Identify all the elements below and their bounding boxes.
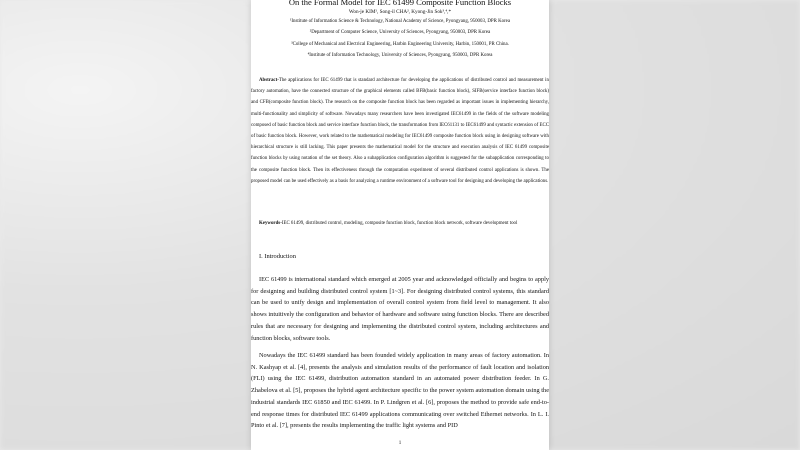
document-page — [251, 0, 549, 450]
intro-paragraph-2 — [251, 350, 549, 432]
page-number: 1 — [398, 441, 402, 446]
abstract-label: Abstract- — [259, 78, 279, 83]
abstract-text: The applications for IEC 61499 that is standard architecture for developing the applications of distributed control and measurement in factory automation, have the connected structure of the graphical elements called BFB(basic function block), SIFB(service interface function block) and CFB(composite function block). The research on the composite function block has been regarded as important issues in implementing hierarchy, multi-functionality and simplicity of software. Nowadays many researchers have been investigated IEC61499 in the fields of the software modeling composed of basic function block and service interface function block, the transformation from IEC61131 to IEC61499 and syntactic extension of ECC of basic function block. However, work related to the mathematical modeling for IEC61499 composite function block using in designing software with hierarchical structure is still lacking. This paper presents the mathematical model for the structure and execution analysis of IEC 61499 composite function blocks by using notation of the set theory. Also a subapplication configuration algorithm is suggested for the subapplication corresponding to the composite function block. Then its effectiveness through the computation experiment of several distributed control applications is shown. The proposed model can be used effectively as a basis for analyzing a runtime environment of a software tool for designing and developing the applications. — [251, 78, 549, 184]
affiliation-2: ²Department of Computer Science, University of Sciences, Pyongyang, 950003, DPR Korea — [309, 30, 491, 35]
keywords-block — [251, 218, 549, 229]
keywords-text: IEC 61499, distributed control, modeling, composite function block, function block network, software development tool — [281, 221, 518, 226]
paper-title: On the Formal Model for IEC 61499 Composite Function Blocks — [288, 0, 512, 7]
affiliation-4: ⁴Institute of Information Technology, University of Sciences, Pyongyang, 950003, DPR Korea — [307, 53, 493, 58]
affiliation-3: ³College of Mechanical and Electrical Engineering, Harbin Engineering University, Harbin, 150001, PR China. — [291, 42, 509, 47]
keywords-label: Keywords- — [259, 221, 282, 226]
intro-paragraph-1-text: IEC 61499 is international standard which emerged at 2005 year and acknowledged officially and begins to apply for designing and building distributed control system [1~3]. For designing distributed control systems, this standard can be used to unify design and implementation of overall control system from field level to management. It also shows intuitively the configuration and behavior of hardware and software using function blocks. There are described rules that are necessary for designing and implementing the distributed control system, including architectures and function blocks, software tools. — [251, 276, 549, 342]
affiliation-1: ¹Institute of Information Science & Technology, National Academy of Science, Pyongyang, 950003, DPR Korea — [289, 19, 511, 24]
section-heading: I. Introduction — [259, 253, 296, 260]
paper-authors: Won-je KIM¹, Song-il CHA², Kyong-Jin Sok³,⁴,* — [348, 9, 452, 15]
intro-paragraph-1 — [251, 274, 549, 344]
intro-paragraph-2-text: Nowadays the IEC 61499 standard has been founded widely application in many areas of factory automation. In N. Kashyap et al. [4], presents the analysis and simulation results of the performance of fault location and isolation (FLI) using the IEC 61499, distribution automation standard in an automated power distribution feeder. In G. Zhabelova et al. [5], proposes the hybrid agent architecture specific to the power system automation domain using the industrial standards IEC 61850 and IEC 61499. In P. Lindgren et al. [6], proposes the method to provide safe end-to-end response times for distributed IEC 61499 applications communicating over switched Ethernet networks. In L. I. Pinto et al. [7], presents the results implementing the traffic light systems and PID — [251, 352, 549, 430]
abstract-block — [251, 75, 549, 187]
